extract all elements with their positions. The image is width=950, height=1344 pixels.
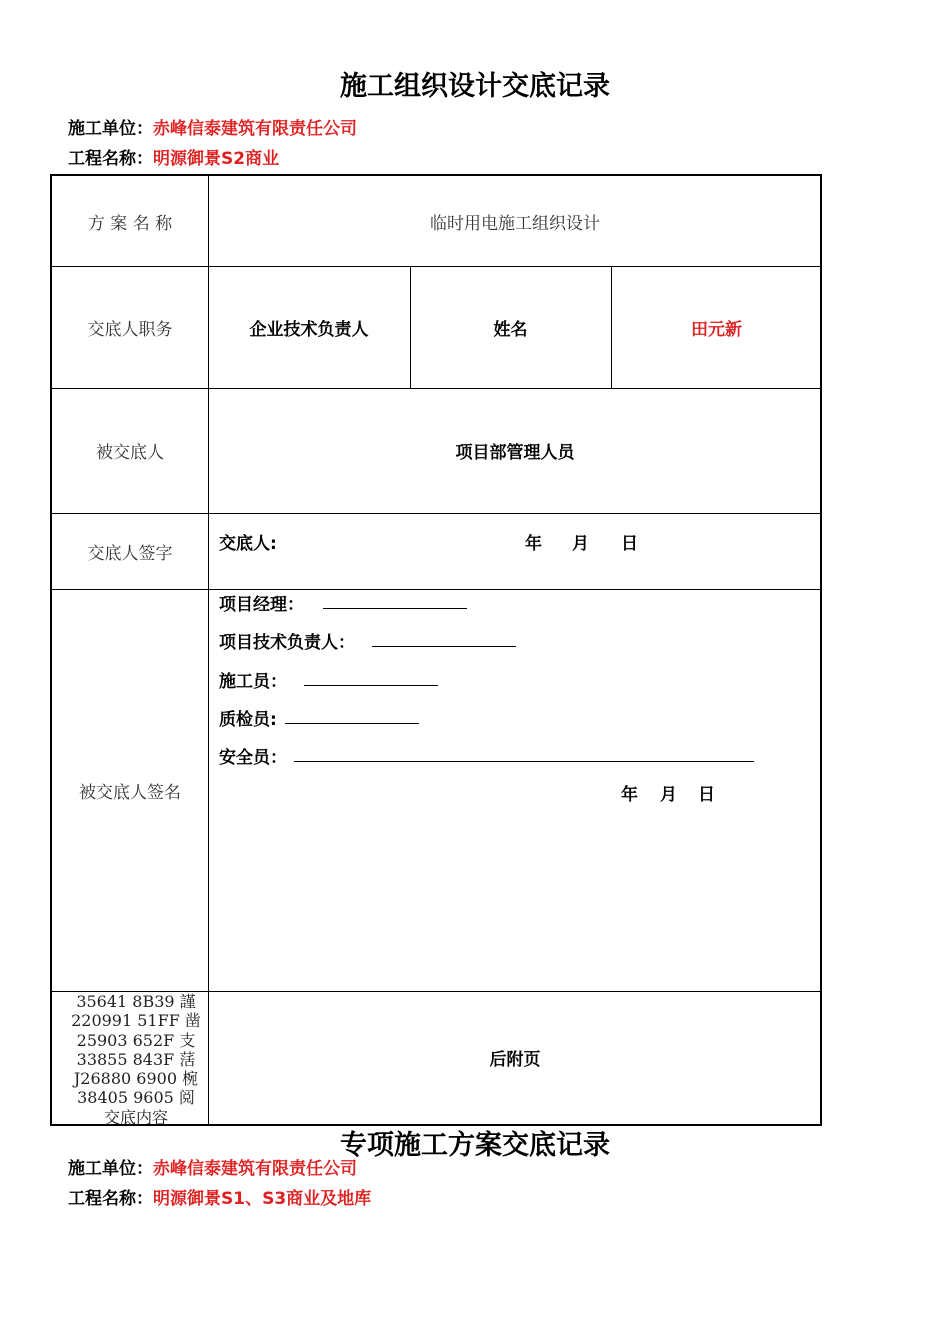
project-name-value: 明源御景S2商业 (153, 149, 280, 169)
construction-unit-label: 施工单位： (68, 119, 153, 139)
plan-name-label: 方 案 名 称 (87, 213, 173, 234)
second-project-name-line (68, 1184, 371, 1209)
disclosure-form-table (50, 174, 822, 1126)
second-construction-unit-value: 赤峰信泰建筑有限责任公司 (153, 1159, 357, 1179)
recipient-date-day: 日 (698, 785, 715, 805)
recipient-value: 项目部管理人员 (455, 443, 575, 463)
second-project-name-label: 工程名称： (68, 1189, 153, 1209)
recipient-label: 被交底人 (96, 443, 164, 463)
second-construction-unit-line (68, 1154, 357, 1179)
code-line: 38405 9605 阅 (77, 1088, 195, 1108)
second-construction-unit-label: 施工单位： (68, 1159, 153, 1179)
role-safety-officer: 安全员： (219, 748, 287, 768)
project-name-label: 工程名称： (68, 149, 153, 169)
sign-date-month: 月 (572, 534, 589, 554)
name-label: 姓名 (493, 319, 528, 340)
role-constructor: 施工员： (219, 672, 287, 692)
signature-line (304, 685, 438, 686)
role-technical-lead: 项目技术负责人： (219, 633, 355, 653)
signature-line (294, 761, 754, 762)
code-line: 33855 843F 萿 (76, 1049, 196, 1069)
role-project-manager: 项目经理： (219, 595, 304, 615)
project-name-line (68, 144, 279, 169)
second-document-title: 专项施工方案交底记录 (340, 1130, 610, 1161)
code-line: 35641 8B39 謹 (76, 992, 196, 1011)
code-line: 交底内容 (103, 1107, 168, 1127)
signature-line (372, 646, 516, 647)
construction-unit-line (68, 114, 357, 139)
second-project-name-value: 明源御景S1、S3商业及地库 (153, 1189, 372, 1209)
code-line: J26880 6900 椀 (73, 1069, 199, 1089)
discloser-position-value: 企业技术负责人 (249, 319, 369, 340)
disclosure-content-label (62, 992, 210, 1127)
role-quality-inspector: 质检员: (219, 710, 277, 730)
document-title: 施工组织设计交底记录 (340, 71, 610, 102)
plan-name-value: 临时用电施工组织设计 (430, 213, 600, 234)
code-line: 25903 652F 支 (76, 1030, 196, 1050)
discloser-signature-label: 交底人签字 (87, 543, 173, 564)
discloser-position-label: 交底人职务 (87, 319, 173, 340)
disclosure-content-value: 后附页 (489, 1050, 541, 1070)
name-value: 田元新 (691, 319, 742, 340)
construction-unit-value: 赤峰信泰建筑有限责任公司 (153, 119, 357, 139)
recipient-signature-label: 被交底人签名 (79, 782, 181, 803)
discloser-signature-text: 交底人: (219, 534, 277, 554)
sign-date-day: 日 (621, 534, 638, 554)
signature-line (285, 723, 419, 724)
sign-date-year: 年 (525, 534, 542, 554)
recipient-date-year: 年 (621, 785, 638, 805)
recipient-date-month: 月 (660, 785, 677, 805)
code-line: 220991 51FF 凿 (71, 1011, 201, 1031)
signature-line (323, 608, 467, 609)
